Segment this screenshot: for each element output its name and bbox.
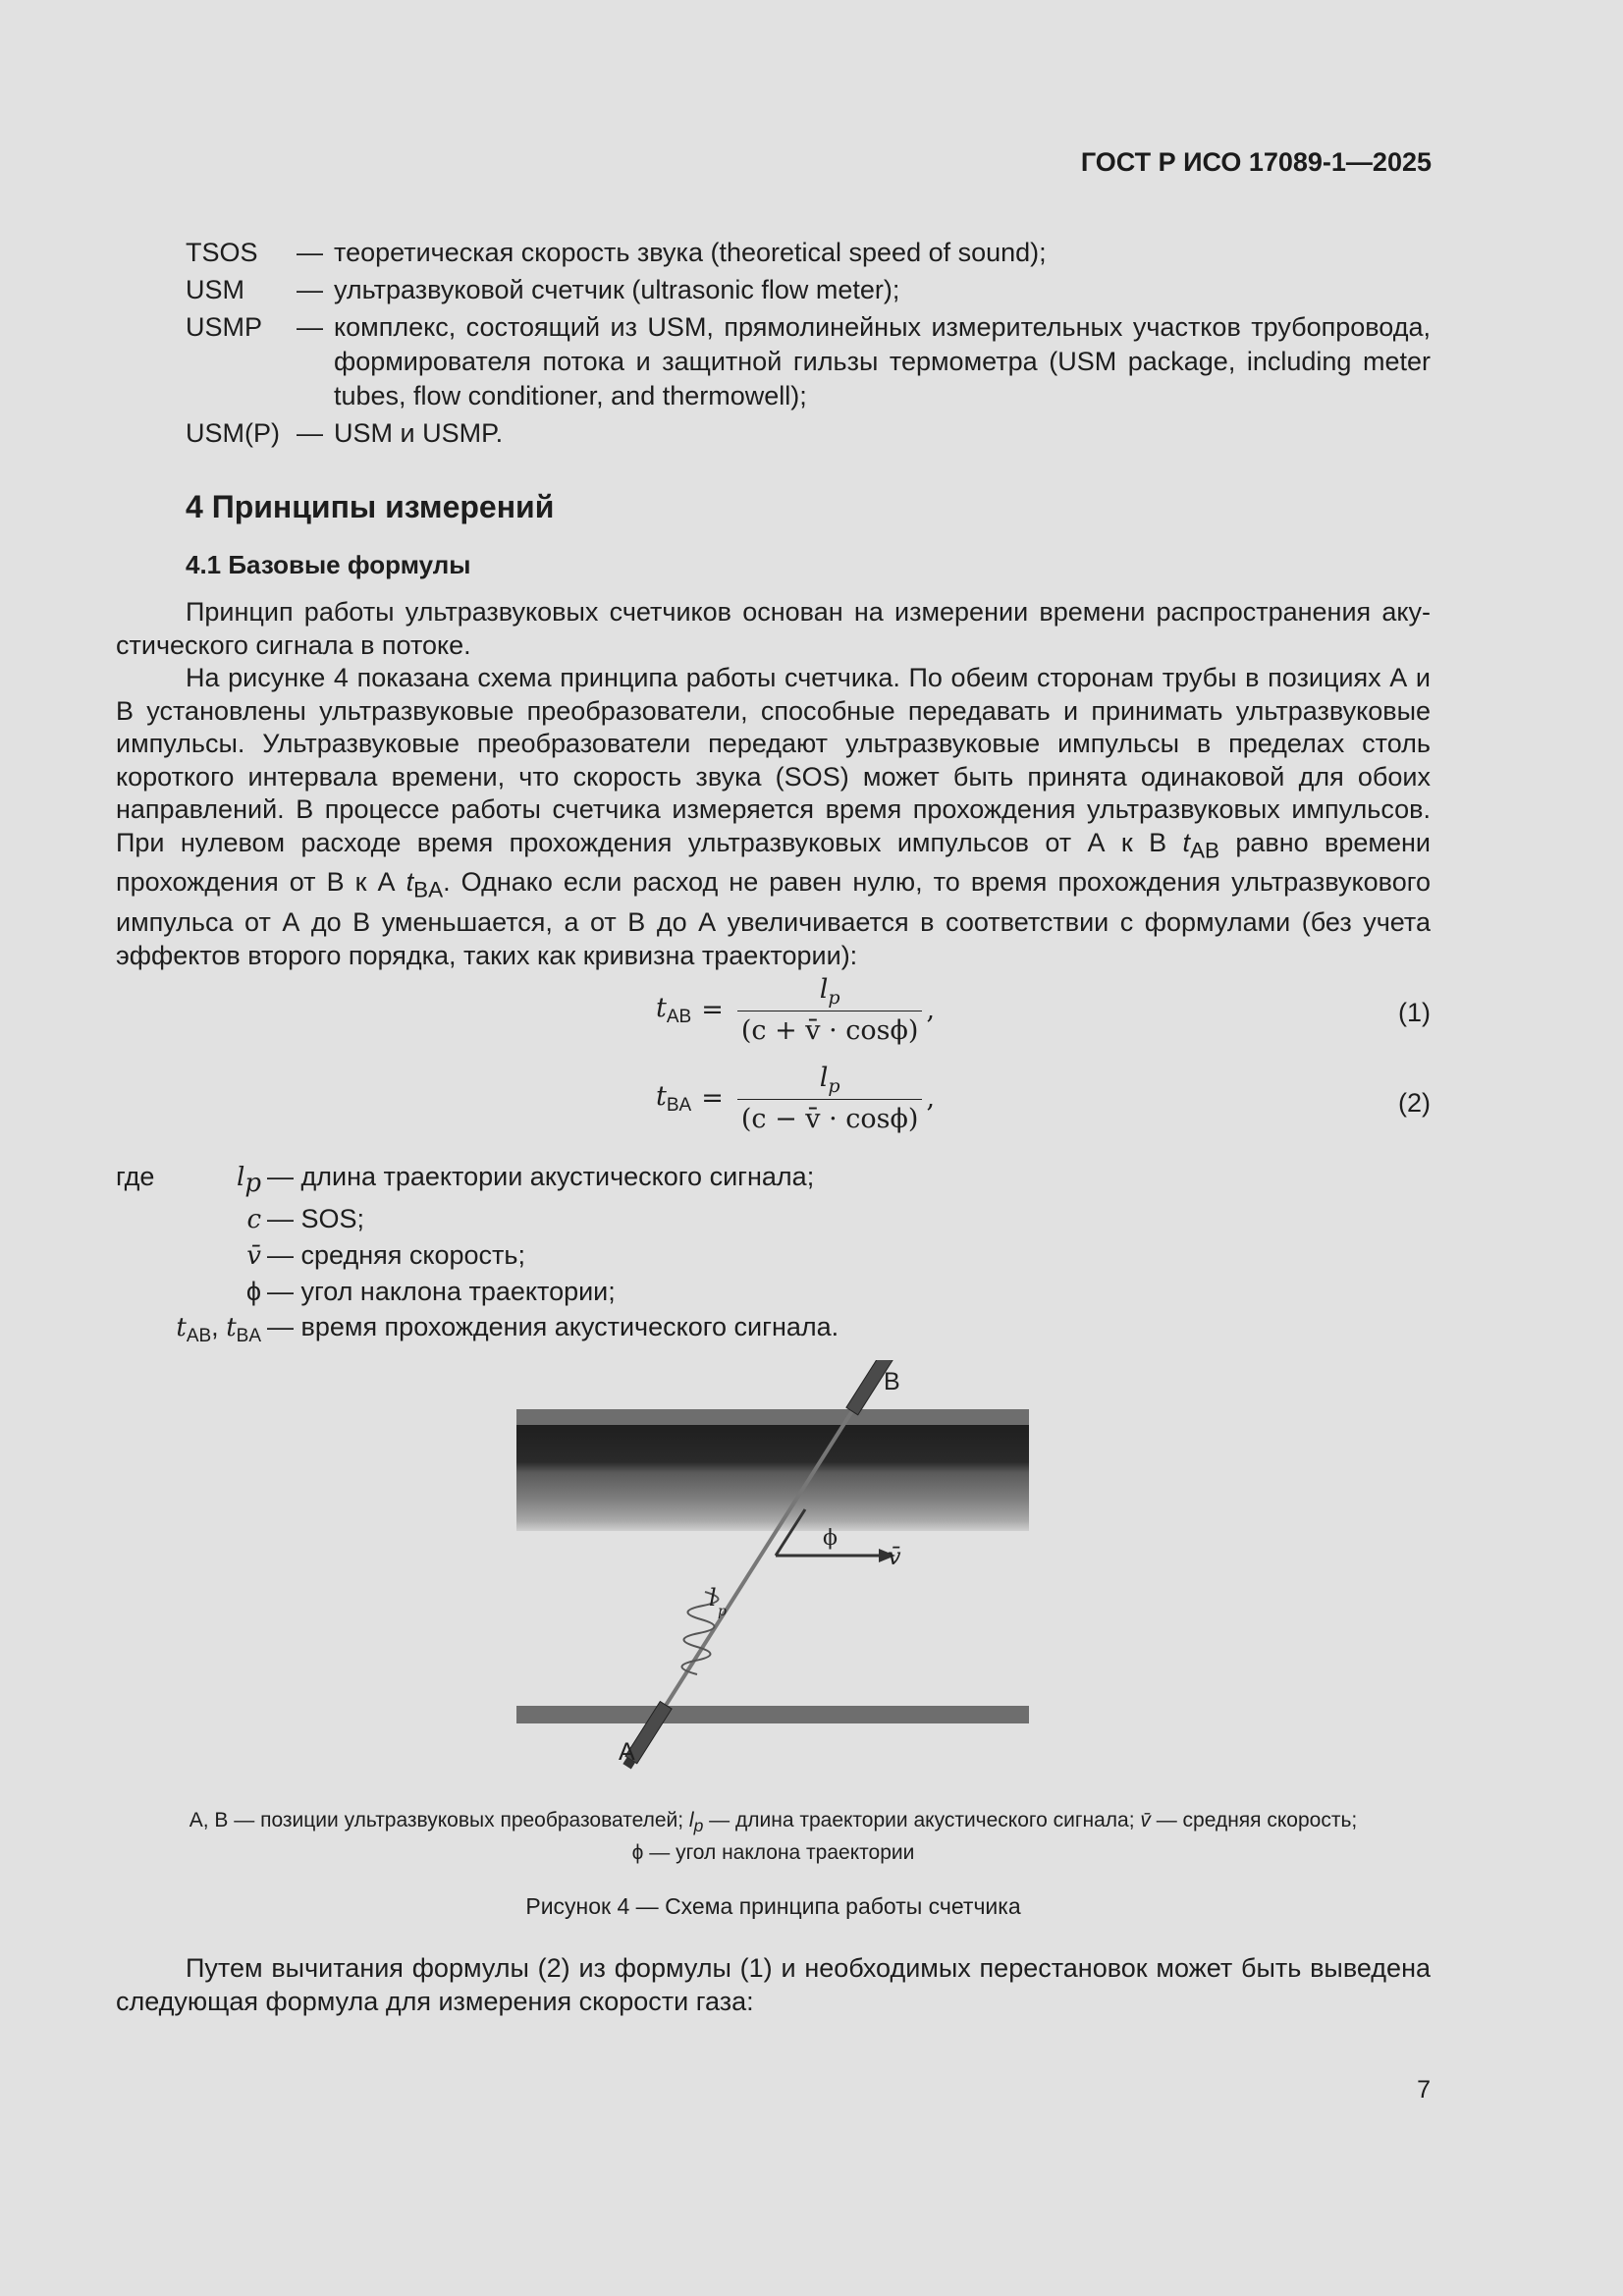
symbol-v: v̄	[246, 1241, 261, 1271]
where-description: — средняя скорость;	[267, 1240, 525, 1270]
where-list	[116, 1159, 1098, 1354]
formula-subscript: BA	[666, 1094, 692, 1116]
phi-label: ϕ	[823, 1526, 838, 1551]
abbreviation-term: USM(P)	[186, 418, 280, 448]
figure-4-diagram	[511, 1360, 1041, 1773]
where-item	[116, 1201, 1098, 1237]
pipe-wall-bottom	[516, 1706, 1029, 1723]
where-description: — угол наклона траектории;	[267, 1277, 616, 1306]
where-symbol	[234, 1274, 267, 1309]
abbreviation-dash: —	[297, 275, 323, 304]
where-symbol: $t_{AB}$, $t_{BA}$	[176, 1312, 261, 1346]
paragraph-fragment: . Однако если расход не равен нулю, то время прохождения ультразвукового импульса от А до В уменьшается, а от В до А увеличивается в соответствии с формулами (без учета эффектов второго порядка, таких как кривизна траектории):	[116, 867, 1431, 970]
formula-comma: ,	[926, 1083, 936, 1114]
flow-meter-diagram	[511, 1360, 1041, 1773]
document-header: ГОСТ Р ИСО 17089-1—2025	[1080, 147, 1432, 177]
where-description: — SOS;	[267, 1204, 365, 1233]
where-symbol	[234, 1237, 267, 1274]
formula-subscript: p	[828, 1075, 840, 1097]
where-label-spacer	[116, 1309, 163, 1354]
abbreviation-definition: комплекс, состоящий из USM, прямолинейных измерительных участков трубопровода, формирователя потока и защитной гильзы термометра (USM package, including meter tubes, flow conditioner, and thermowell);	[334, 312, 1431, 410]
paragraph-2	[116, 662, 1431, 972]
where-label-spacer	[116, 1237, 234, 1274]
where-label: где	[116, 1162, 155, 1191]
abbreviation-dash: —	[297, 238, 323, 267]
symbol-lp: l	[237, 1163, 245, 1192]
symbol-t: t	[176, 1313, 187, 1342]
fraction-numerator	[812, 1063, 848, 1099]
abbreviation-item	[186, 273, 1431, 307]
abbreviation-dash: —	[297, 312, 323, 342]
formula-1	[656, 974, 935, 1046]
key-fragment: — средняя скорость;	[1150, 1809, 1358, 1831]
abbreviation-item	[186, 236, 1431, 270]
symbol-phi: ϕ	[245, 1277, 261, 1306]
abbreviation-definition: теоретическая скорость звука (theoretical speed of sound);	[334, 238, 1047, 267]
formula-subscript: AB	[666, 1006, 692, 1027]
formula-symbol: l	[819, 1063, 829, 1093]
key-subscript: p	[693, 1816, 704, 1836]
equation-number: (2)	[1398, 1088, 1431, 1118]
equals-sign: =	[701, 1083, 724, 1114]
where-symbol	[234, 1159, 267, 1201]
formula-symbol: l	[819, 974, 829, 1005]
formula-subscript: p	[828, 987, 840, 1009]
fraction-denominator: (c + v̄ · cosϕ)	[737, 1011, 923, 1046]
formula-symbol: t	[656, 1080, 667, 1112]
position-b-label: B	[884, 1368, 900, 1395]
page-number: 7	[1417, 2076, 1431, 2104]
symbol-subscript: AB	[186, 1326, 212, 1346]
equals-sign: =	[701, 995, 724, 1025]
abbreviation-item	[186, 310, 1431, 413]
key-symbol: l	[688, 1809, 694, 1831]
where-item	[116, 1237, 1098, 1274]
symbol-c: c	[246, 1205, 261, 1234]
paragraph-text	[116, 662, 1431, 972]
abbreviation-definition: ультразвуковой счетчик (ultrasonic flow meter);	[334, 275, 900, 304]
section-heading: 4 Принципы измерений	[186, 489, 555, 524]
position-a-label: A	[619, 1738, 635, 1766]
subsection-heading: 4.1 Базовые формулы	[186, 550, 471, 579]
abbreviation-term: TSOS	[186, 238, 258, 267]
abbreviation-item	[186, 416, 1431, 451]
formula-fraction	[737, 1063, 923, 1134]
symbol-t: t	[226, 1313, 237, 1342]
abbreviation-term: USMP	[186, 312, 263, 342]
symbol-subscript: AB	[1189, 837, 1219, 862]
symbol-t: t	[1182, 827, 1190, 857]
formula-lhs	[656, 993, 691, 1028]
formula-comma: ,	[926, 995, 936, 1025]
where-item	[116, 1159, 1098, 1201]
figure-key	[116, 1807, 1431, 1866]
formula-lhs	[656, 1081, 691, 1117]
abbreviation-definition: USM и USMP.	[334, 418, 504, 448]
abbreviation-term: USM	[186, 275, 244, 304]
where-label-spacer	[116, 1274, 234, 1309]
path-length-label: l	[709, 1584, 717, 1612]
abbreviation-list	[186, 236, 1431, 454]
where-symbol	[234, 1201, 267, 1237]
symbol-t: t	[406, 867, 414, 898]
key-fragment: — длина траектории акустического сигнала;	[703, 1809, 1141, 1831]
equation-number: (1)	[1398, 998, 1431, 1027]
where-item	[116, 1309, 1098, 1354]
velocity-label: v̄	[888, 1543, 901, 1570]
where-description: — длина траектории акустического сигнала;	[267, 1162, 815, 1191]
paragraph-fragment: равно времени прохождения от В к А	[116, 827, 1431, 898]
symbol-subscript: p	[244, 1169, 261, 1198]
symbol-subscript: BA	[413, 877, 444, 902]
abbreviation-dash: —	[297, 418, 323, 448]
pipe-wall-top	[516, 1409, 1029, 1425]
formula-symbol: t	[656, 992, 667, 1023]
paragraph-1	[116, 596, 1431, 662]
fraction-denominator: (c − v̄ · cosϕ)	[737, 1099, 923, 1134]
formula-2	[656, 1063, 935, 1134]
where-item	[116, 1274, 1098, 1309]
key-fragment: ϕ — угол наклона траектории	[631, 1841, 915, 1865]
key-symbol: v̄	[1140, 1809, 1151, 1831]
where-description: — время прохождения акустического сигнала.	[267, 1312, 839, 1341]
path-length-subscript: p	[718, 1604, 727, 1619]
key-fragment: А, В — позиции ультразвуковых преобразователей;	[189, 1809, 689, 1831]
flow-profile	[516, 1425, 1029, 1531]
symbol-subscript: BA	[236, 1326, 261, 1346]
paragraph-fragment: На рисунке 4 показана схема принципа работы счетчика. По обеим сторонам трубы в позициях А и В установлены ультразвуковые преобразователи, способные передавать и принимать ультразвуковые импульсы. Ультразвуковые преобразователи передают ультразвуковые импульсы в пределах столь короткого интервала времени, что скорость звука (SOS) может быть принята одинаковой для обоих направлений. В процессе работы счетчика измеряется время прохождения ультразвуковых импульсов. При нулевом расходе время прохождения ультразвуковых импульсов от А к В	[116, 663, 1431, 857]
fraction-numerator	[812, 974, 848, 1011]
paragraph-text: Принцип работы ультразвуковых счетчиков основан на измерении времени распространения акустического сигнала в потоке.	[116, 597, 1431, 660]
formula-fraction	[737, 974, 923, 1046]
paragraph-text: Путем вычитания формулы (2) из формулы (1) и необходимых перестановок может быть выведена следующая формула для измерения скорости газа:	[116, 1953, 1431, 2016]
figure-caption: Рисунок 4 — Схема принципа работы счетчика	[525, 1893, 1021, 1919]
where-label-spacer	[116, 1201, 234, 1237]
paragraph-3	[116, 1952, 1431, 2018]
